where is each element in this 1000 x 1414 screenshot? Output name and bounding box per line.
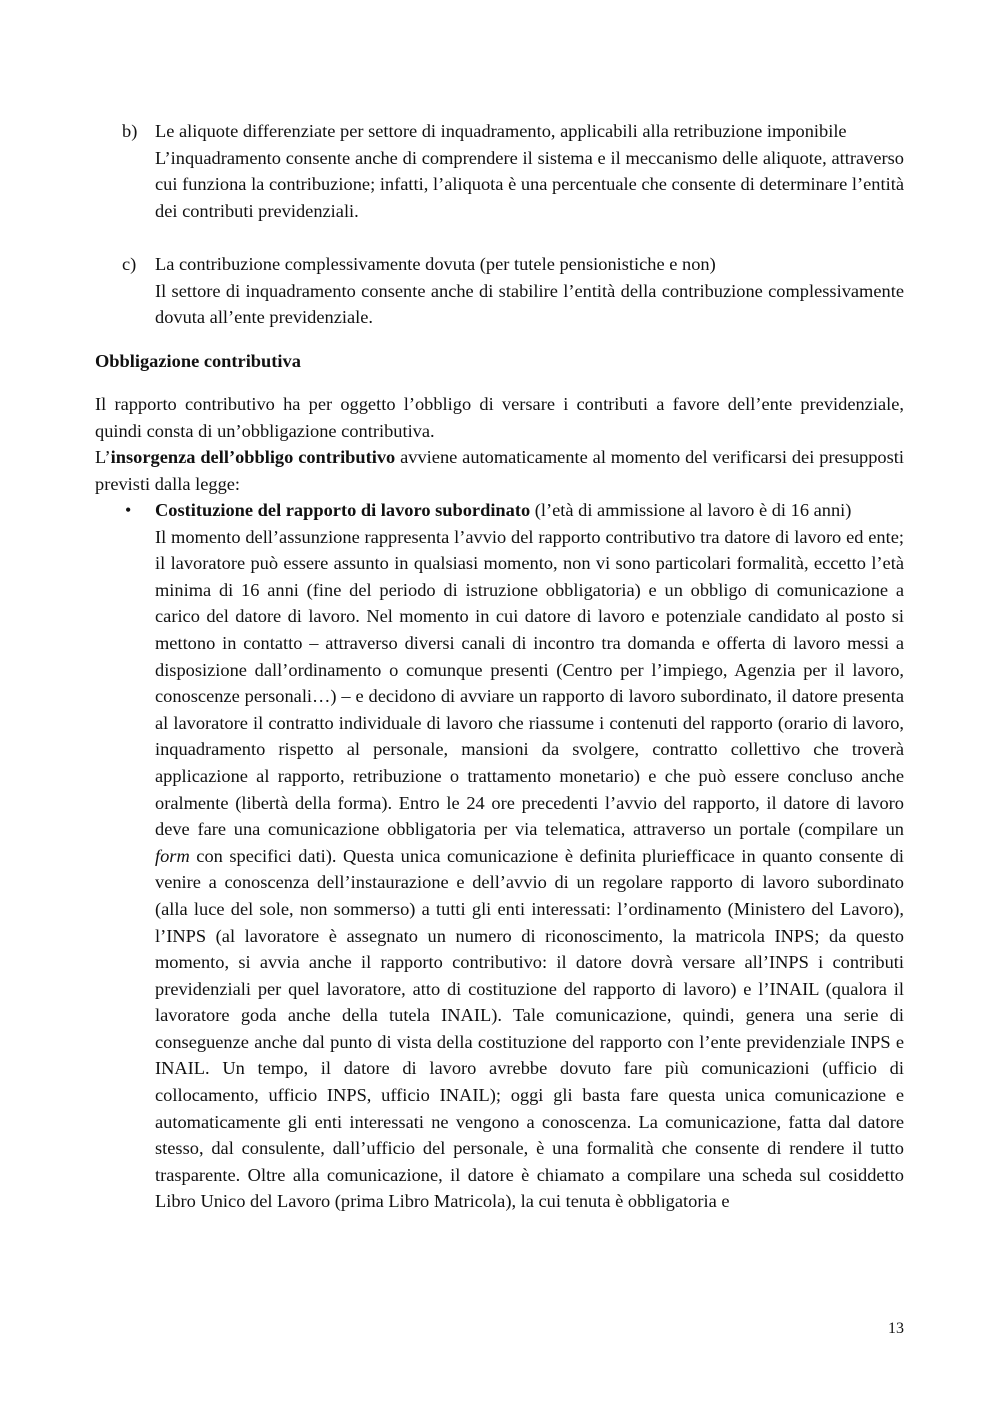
list-item-b-body: L’inquadramento consente anche di comprendere il sistema e il meccanismo delle aliquote, attraverso cui funziona la contribuzione; infatti, l’aliquota è una percentuale che consente di determinare l’entità dei contributi previdenziali. — [155, 147, 904, 221]
bullet-title-bold: Costituzione del rapporto di lavoro subordinato — [155, 500, 531, 520]
list-marker-b: b) — [122, 121, 138, 141]
list-marker-c: c) — [122, 254, 137, 274]
list-item-c-body: Il settore di inquadramento consente anche di stabilire l’entità della contribuzione complessivamente dovuta all’ente previdenziale. — [155, 280, 904, 328]
page-number: 13 — [888, 1320, 904, 1337]
list-item-b — [122, 118, 904, 224]
list-item-c — [122, 251, 904, 331]
section-heading: Obbligazione contributiva — [95, 351, 301, 371]
paragraph-2-prefix: L’ — [95, 447, 111, 468]
bullet-body-part1: Il momento dell’assunzione rappresenta l’avvio del rapporto contributivo tra datore di lavoro ed ente; il lavoratore può essere assunto in qualsiasi momento, non vi sono particolari formalità, eccetto l’età minima di 16 anni (fine del periodo di istruzione obbligatoria) e un obbligo di comunicazione a carico del datore di lavoro. Nel momento in cui datore di lavoro e potenziale candidato al posto si mettono in contatto – attraverso diversi canali di incontro tra domanda e offerta di lavoro messi a disposizione dall’ordinamento o comunque presenti (Centro per l’impiego, Agenzia per il lavoro, conoscenze personali…) – e decidono di avviare un rapporto di lavoro subordinato, il datore presenta al lavoratore il contratto individuale di lavoro che riassume i contenuti del rapporto (orario di lavoro, inquadramento rispetto al personale, mansioni da svolgere, contratto collettivo che troverà applicazione al rapporto, retribuzione o trattamento monetario) e che può essere concluso anche oralmente (libertà della forma). Entro le 24 ore precedenti l’avvio del rapporto, il datore di lavoro deve fare una comunicazione obbligatoria per via telematica, attraverso un portale (compilare un — [155, 526, 904, 840]
bullet-title — [155, 497, 904, 524]
bullet-body-italic: form — [155, 845, 190, 866]
list-item-b-title: Le aliquote differenziate per settore di inquadramento, applicabili alla retribuzione imponibile — [155, 121, 847, 141]
bullet-icon: • — [125, 500, 132, 520]
bullet-title-rest: (l’età di ammissione al lavoro è di 16 anni) — [530, 500, 852, 520]
paragraph-2-bold: insorgenza dell’obbligo contributivo — [110, 447, 396, 468]
paragraph-1: Il rapporto contributivo ha per oggetto l’obbligo di versare i contributi a favore dell’ente previdenziale, quindi consta di un’obbligazione contributiva. — [95, 394, 904, 441]
section-body — [95, 391, 904, 497]
paragraph-2 — [95, 444, 904, 497]
bullet-body — [155, 524, 904, 1215]
list-item-c-title: La contribuzione complessivamente dovuta (per tutele pensionistiche e non) — [155, 254, 716, 274]
bullet-item — [125, 497, 904, 1215]
bullet-body-part2: con specifici dati). Questa unica comunicazione è definita pluriefficace in quanto consente di venire a conoscenza dell’instaurazione e dell’avvio di un regolare rapporto di lavoro subordinato (alla luce del sole, non sommerso) a tutti gli enti interessati: l’ordinamento (Ministero del Lavoro), l’INPS (al lavoratore è assegnato un numero di riconoscimento, la matricola INPS; da questo momento, si avvia anche il rapporto contributivo: il datore dovrà versare all’INPS i contributi previdenziali per quel lavoratore, atto di costituzione del rapporto di lavoro) e l’INAIL (qualora il lavoratore goda anche della tutela INAIL). Tale comunicazione, quindi, genera una serie di conseguenze anche dal punto di vista della costituzione del rapporto con l’ente previdenziale INPS e INAIL. Un tempo, il datore di lavoro avrebbe dovuto fare più comunicazioni (ufficio di collocamento, ufficio INPS, ufficio INAIL); oggi gli basta fare questa unica comunicazione e automaticamente gli enti interessati ne vengono a conoscenza. La comunicazione, fatta dal datore stesso, dal consulente, dall’ufficio del personale, è una formalità che consente di rendere il tutto trasparente. Oltre alla comunicazione, il datore è chiamato a compilare una scheda sul cosiddetto Libro Unico del Lavoro (prima Libro Matricola), la cui tenuta è obbligatoria e — [155, 845, 904, 1212]
paragraph-2-rest: avviene automaticamente al momento del verificarsi dei presupposti previsti dalla legge: — [95, 447, 904, 494]
